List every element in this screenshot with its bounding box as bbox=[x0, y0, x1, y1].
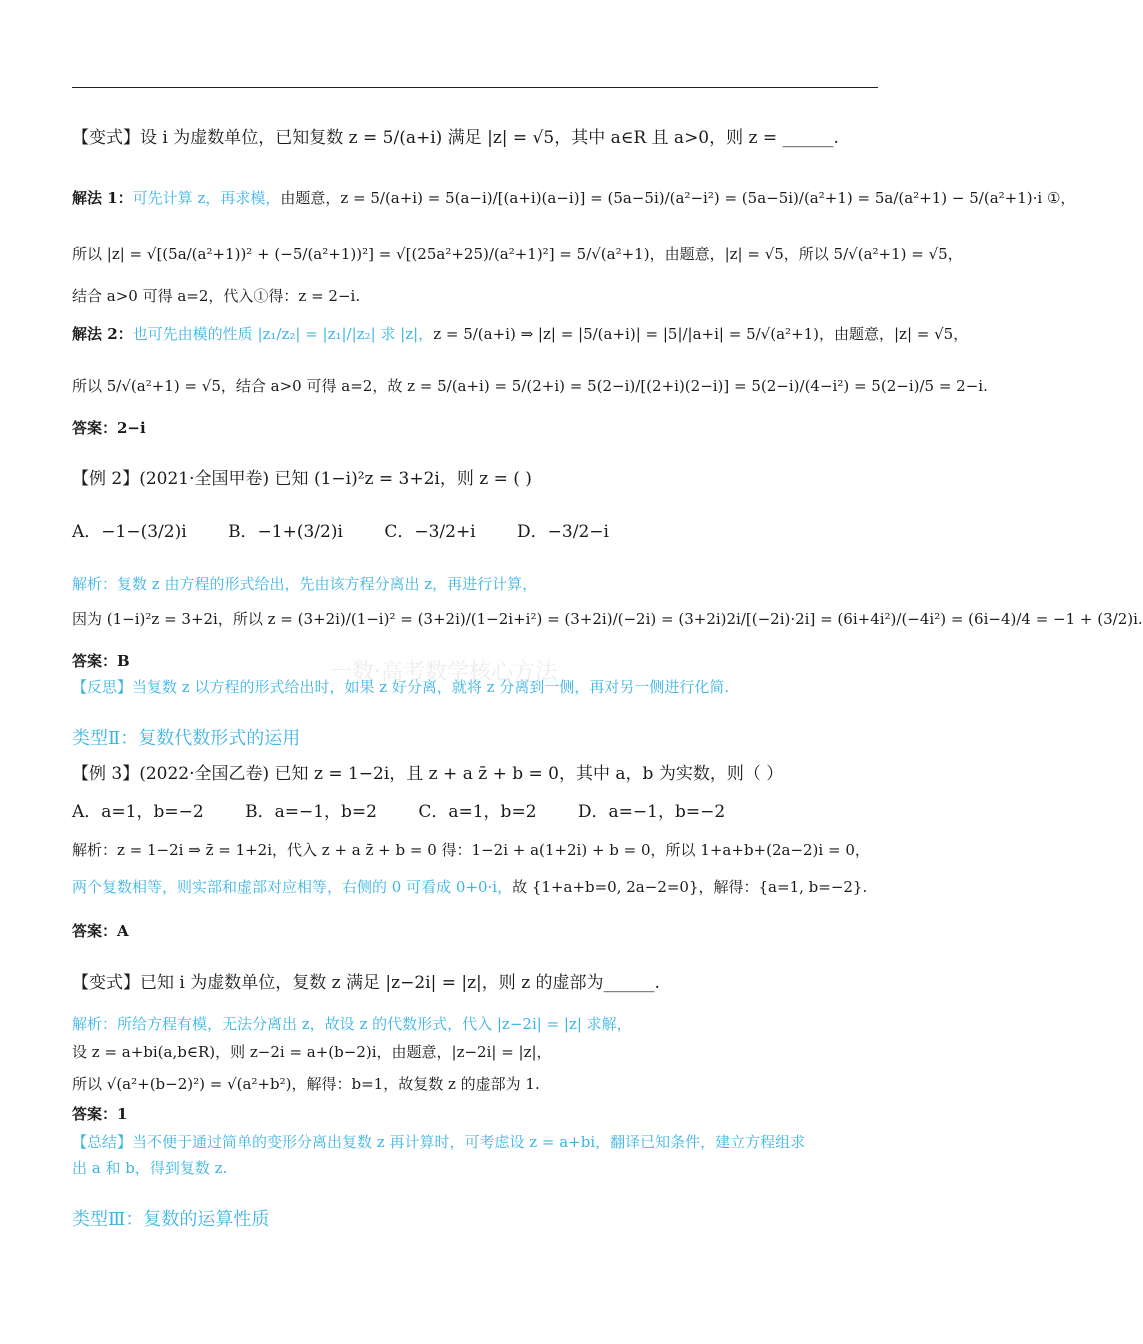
option-a: A．a=1，b=−2 bbox=[72, 802, 204, 822]
solution-2-derivation: z = 5/(a+i) ⇒ |z| = |5/(a+i)| = |5|/|a+i| = 5/√(a²+1)，由题意，|z| = √5， bbox=[433, 325, 969, 343]
solution-1-line bbox=[72, 187, 1075, 209]
solution-1-label: 解法 1： bbox=[72, 189, 133, 207]
example-3-derivation: 解析：z = 1−2i ⇒ z̄ = 1+2i，代入 z + a z̄ + b = 0 得：1−2i + a(1+2i) + b = 0，所以 1+a+b+(2a−2)i = 0， bbox=[72, 841, 870, 859]
example-2-hint: 解析：复数 z 由方程的形式给出，先由该方程分离出 z，再进行计算， bbox=[72, 575, 538, 593]
summary-note: 【总结】当不便于通过简单的变形分离出复数 z 再计算时，可考虑设 z = a+bi，翻译已知条件，建立方程组求 bbox=[72, 1133, 806, 1151]
header-rule bbox=[72, 87, 878, 88]
variant-2-hint: 解析：所给方程有模，无法分离出 z，故设 z 的代数形式，代入 |z−2i| = |z| 求解， bbox=[72, 1015, 632, 1033]
solution-1-derivation: 由题意，z = 5/(a+i) = 5(a−i)/[(a+i)(a−i)] = (5a−5i)/(a²−i²) = (5a−5i)/(a²+1) = 5a/(a²+1) − 5/(a²+1)·i ①， bbox=[280, 189, 1076, 207]
variant-2-setup: 设 z = a+bi(a,b∈R)，则 z−2i = a+(b−2)i，由题意，|z−2i| = |z|， bbox=[72, 1043, 552, 1061]
variant-1-problem: 【变式】设 i 为虚数单位，已知复数 z = 5/(a+i) 满足 |z| = √5，其中 a∈R 且 a>0，则 z = ______. bbox=[72, 128, 839, 148]
solution-1-modulus: 所以 |z| = √[(5a/(a²+1))² + (−5/(a²+1))²] = √[(25a²+25)/(a²+1)²] = 5/√(a²+1)，由题意，|z| = √5，所以 5/√(a²+1) = √5， bbox=[72, 245, 963, 263]
option-d: D．−3/2−i bbox=[517, 522, 609, 542]
option-c: C．−3/2+i bbox=[384, 522, 476, 542]
solution-1-hint: 可先计算 z，再求模， bbox=[132, 189, 281, 207]
variant-2-solve: 所以 √(a²+(b−2)²) = √(a²+b²)，解得：b=1，故复数 z 的虚部为 1. bbox=[72, 1075, 540, 1093]
summary-note-cont: 出 a 和 b，得到复数 z. bbox=[72, 1159, 228, 1177]
solution-2-label: 解法 2： bbox=[72, 325, 133, 343]
option-b: B．a=−1，b=2 bbox=[245, 802, 377, 822]
example-3-system-line bbox=[72, 876, 867, 898]
example-3-hint: 两个复数相等，则实部和虚部对应相等，右侧的 0 可看成 0+0·i， bbox=[72, 878, 513, 896]
solution-2-conclusion: 所以 5/√(a²+1) = √5，结合 a>0 可得 a=2，故 z = 5/(a+i) = 5/(2+i) = 5(2−i)/[(2+i)(2−i)] = 5(2−i)/(4−i²) = 5(2−i)/5 = 2−i. bbox=[72, 377, 988, 395]
section-heading-type-2: 类型Ⅱ：复数代数形式的运用 bbox=[72, 728, 301, 749]
solution-1-conclusion: 结合 a>0 可得 a=2，代入①得：z = 2−i. bbox=[72, 287, 361, 305]
example-2-options bbox=[72, 521, 645, 543]
option-a: A．−1−(3/2)i bbox=[72, 522, 187, 542]
section-heading-type-3: 类型Ⅲ：复数的运算性质 bbox=[72, 1209, 270, 1230]
option-d: D．a=−1，b=−2 bbox=[577, 802, 726, 822]
example-3-problem: 【例 3】(2022·全国乙卷) 已知 z = 1−2i，且 z + a z̄ + b = 0，其中 a，b 为实数，则（ ） bbox=[72, 764, 784, 784]
example-3-options bbox=[72, 801, 761, 823]
reflection-note: 【反思】当复数 z 以方程的形式给出时，如果 z 好分离，就将 z 分离到一侧，再对另一侧进行化简. bbox=[72, 678, 730, 696]
answer-variant-1: 答案：2−i bbox=[72, 419, 146, 437]
watermark: 一数·高考数学核心方法 bbox=[330, 660, 557, 685]
example-3-system: 故 {1+a+b=0, 2a−2=0}，解得：{a=1, b=−2}. bbox=[512, 878, 868, 896]
example-2-problem: 【例 2】(2021·全国甲卷) 已知 (1−i)²z = 3+2i，则 z = ( ) bbox=[72, 469, 532, 489]
example-2-derivation: 因为 (1−i)²z = 3+2i，所以 z = (3+2i)/(1−i)² = (3+2i)/(1−2i+i²) = (3+2i)/(−2i) = (3+2i)2i/[(−2i)·2i] = (6i+4i²)/(−4i²) = (6i−4)/4 = −1 + (3/2)i. bbox=[72, 610, 1143, 628]
option-b: B．−1+(3/2)i bbox=[228, 522, 343, 542]
solution-2-line bbox=[72, 323, 968, 345]
solution-2-hint: 也可先由模的性质 |z₁/z₂| = |z₁|/|z₂| 求 |z|， bbox=[132, 325, 434, 343]
answer-example-2: 答案：B bbox=[72, 652, 130, 670]
variant-2-problem: 【变式】已知 i 为虚数单位，复数 z 满足 |z−2i| = |z|，则 z 的虚部为______. bbox=[72, 973, 660, 993]
option-c: C．a=1，b=2 bbox=[418, 802, 537, 822]
answer-variant-2: 答案：1 bbox=[72, 1105, 128, 1123]
answer-example-3: 答案：A bbox=[72, 922, 129, 940]
